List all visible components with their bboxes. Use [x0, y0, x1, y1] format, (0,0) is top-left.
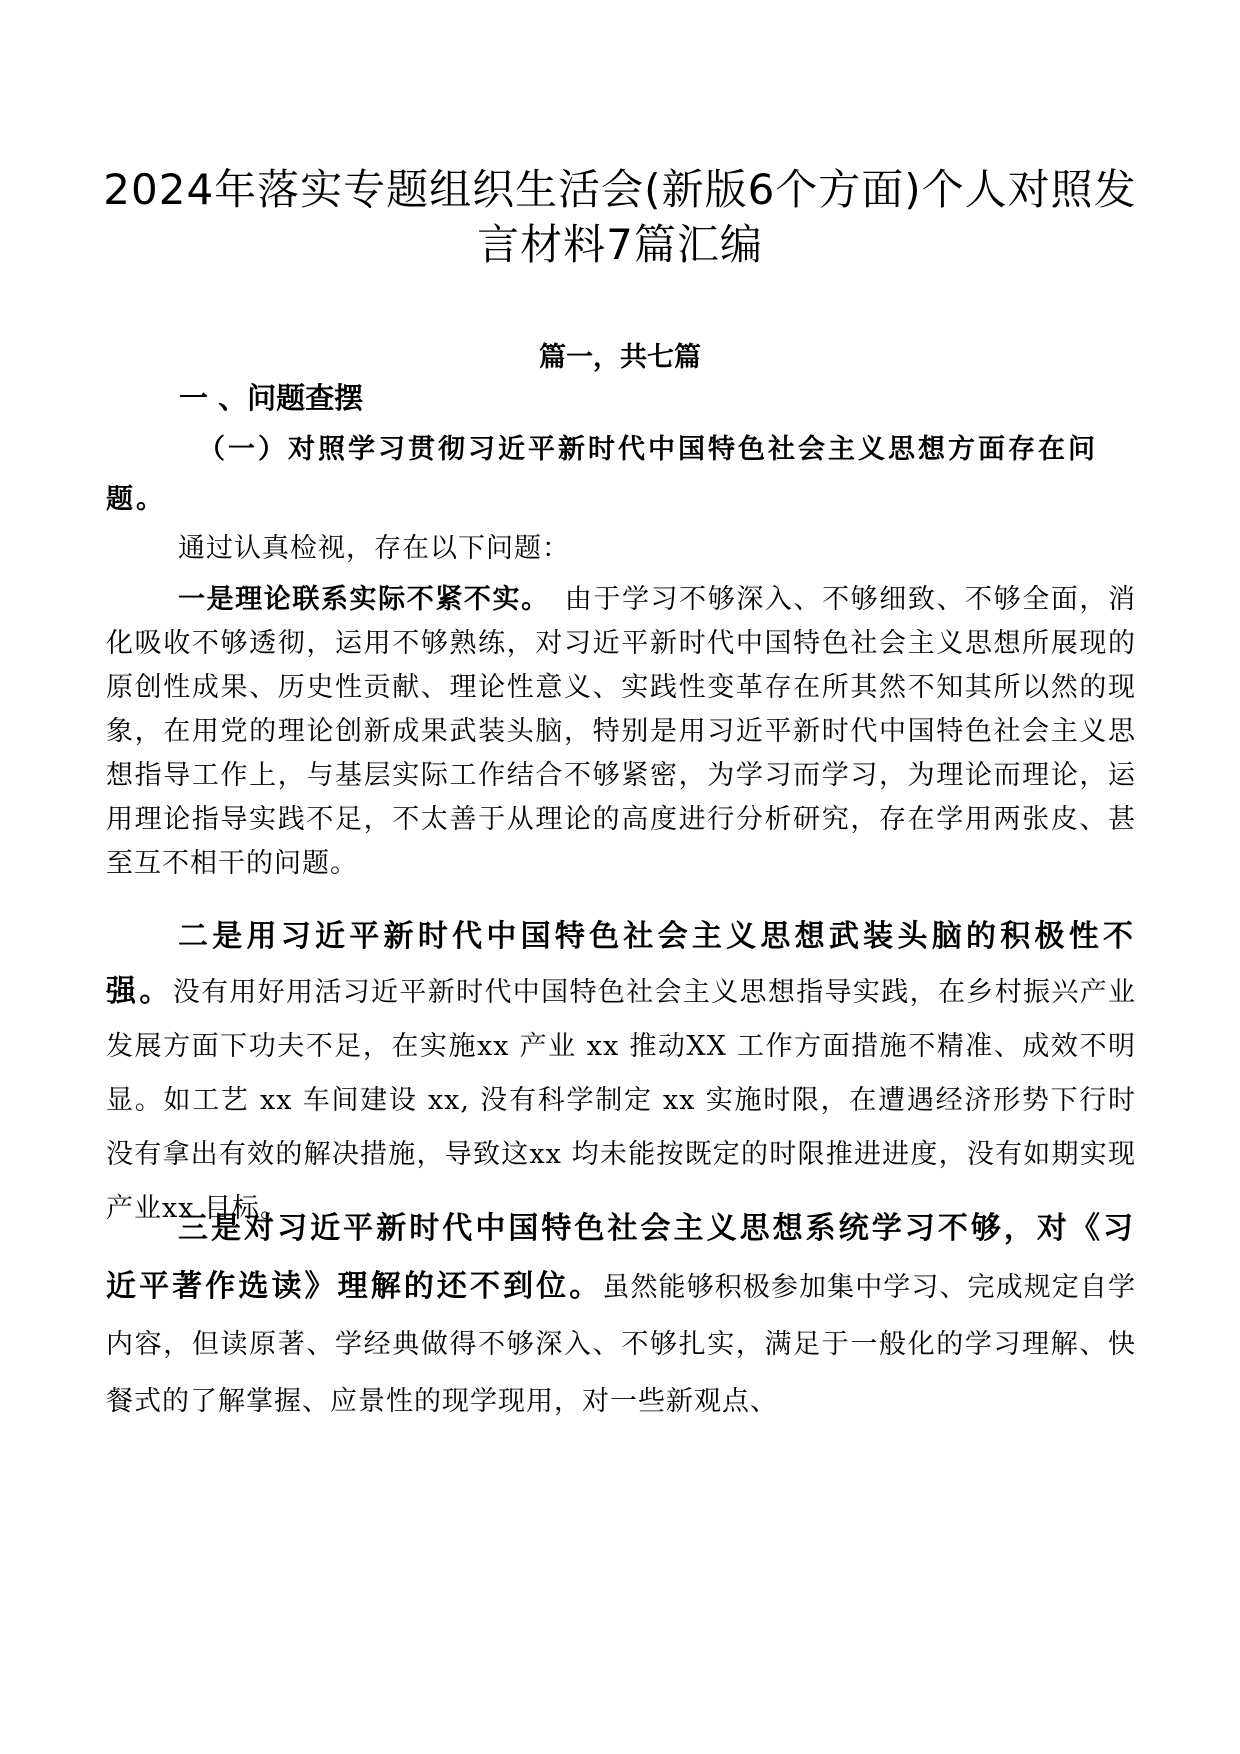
paragraph-2-lead: 二是用习近平新时代中国特色社会主义思想武装头脑的积极性不强。 — [106, 919, 1136, 1009]
paragraph-2-body: 没有用好用活习近平新时代中国特色社会主义思想指导实践，在乡村振兴产业发展方面下功夫不足，在实施xx 产业 xx 推动XX 工作方面措施不精准、成效不明显。如工艺 xx 车间建设 xx, 没有科学制定 xx 实施时限，在遭遇经济形势下行时没有拿出有效的解决措施，导致这xx 均未能按既定的时限推进进度，没有如期实现产业xx 目标。 — [106, 977, 1137, 1224]
paragraph-1-body: 由于学习不够深入、不够细致、不够全面，消化吸收不够透彻，运用不够熟练，对习近平新时代中国特色社会主义思想所展现的原创性成果、历史性贡献、理论性意义、实践性变革存在所其然不知其所以然的现象，在用党的理论创新成果武装头脑，特别是用习近平新时代中国特色社会主义思想指导工作上，与基层实际工作结合不够紧密，为学习而学习，为理论而理论，运用理论指导实践不足，不太善于从理论的高度进行分析研究，存在学用两张皮、甚至互不相干的问题。 — [106, 584, 1137, 879]
subheading — [106, 425, 1136, 525]
paragraph-3-lead: 三是对习近平新时代中国特色社会主义思想系统学习不够，对《习近平著作选读》理解的还不到位。 — [106, 1211, 1136, 1304]
subheading-text: （一）对照学习贯彻习近平新时代中国特色社会主义思想方面存在问题。 — [106, 434, 1098, 515]
intro-text: 通过认真检视，存在以下问题： — [178, 533, 570, 564]
paragraph-3 — [106, 1200, 1136, 1430]
section-heading: 一 、问题查摆 — [179, 381, 364, 415]
document-title: 2024年落实专题组织生活会(新版6个方面)个人对照发言材料7篇汇编 — [103, 165, 1137, 269]
paragraph-3-body: 虽然能够积极参加集中学习、完成规定自学内容，但读原著、学经典做得不够深入、不够扎实，满足于一般化的学习理解、快餐式的了解掌握、应景性的现学现用，对一些新观点、 — [106, 1272, 1137, 1417]
paragraph-2 — [106, 910, 1136, 1236]
paragraph-1-lead: 一是理论联系实际不紧不实。 — [178, 584, 537, 615]
paragraph-1 — [106, 578, 1136, 886]
article-label: 篇一，共七篇 — [539, 342, 701, 373]
